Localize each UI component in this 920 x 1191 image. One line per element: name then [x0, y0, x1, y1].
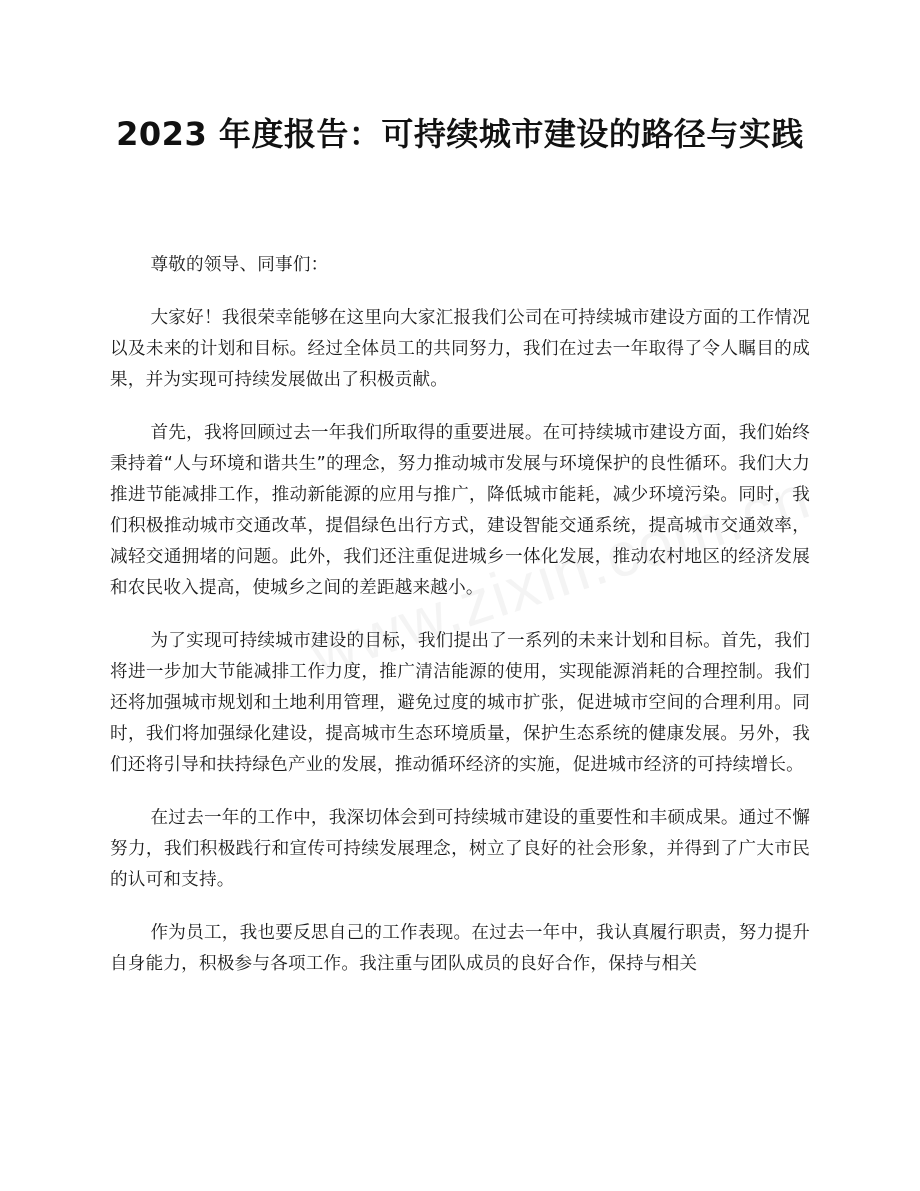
paragraph-progress: 首先，我将回顾过去一年我们所取得的重要进展。在可持续城市建设方面，我们始终秉持着“人与环境和谐共生”的理念，努力推动城市发展与环境保护的良性循环。我们大力推进节能减排工作，推动新能源的应用与推广，降低城市能耗，减少环境污染。同时，我们积极推动城市交通改革，提倡绿色出行方式，建设智能交通系统，提高城市交通效率，减轻交通拥堵的问题。此外，我们还注重促进城乡一体化发展，推动农村地区的经济发展和农民收入提高，使城乡之间的差距越来越小。	[110, 423, 810, 598]
paragraph-self-review: 作为员工，我也要反思自己的工作表现。在过去一年中，我认真履行职责，努力提升自身能力，积极参与各项工作。我注重与团队成员的良好合作，保持与相关	[110, 923, 810, 974]
paragraph-intro: 大家好！我很荣幸能够在这里向大家汇报我们公司在可持续城市建设方面的工作情况以及未来的计划和目标。经过全体员工的共同努力，我们在过去一年取得了令人瞩目的成果，并为实现可持续发展做出了积极贡献。	[110, 308, 810, 390]
document-body	[110, 250, 810, 1002]
document-title: 2023 年度报告：可持续城市建设的路径与实践	[116, 115, 804, 153]
paragraph-reflection: 在过去一年的工作中，我深切体会到可持续城市建设的重要性和丰硕成果。通过不懈努力，我们积极践行和宣传可持续发展理念，树立了良好的社会形象，并得到了广大市民的认可和支持。	[110, 808, 810, 890]
greeting-paragraph: 尊敬的领导、同事们：	[150, 255, 329, 275]
paragraph-future-plans: 为了实现可持续城市建设的目标，我们提出了一系列的未来计划和目标。首先，我们将进一步加大节能减排工作力度，推广清洁能源的使用，实现能源消耗的合理控制。我们还将加强城市规划和土地利用管理，避免过度的城市扩张，促进城市空间的合理利用。同时，我们将加强绿化建设，提高城市生态环境质量，保护生态系统的健康发展。另外，我们还将引导和扶持绿色产业的发展，推动循环经济的实施，促进城市经济的可持续增长。	[110, 631, 810, 775]
